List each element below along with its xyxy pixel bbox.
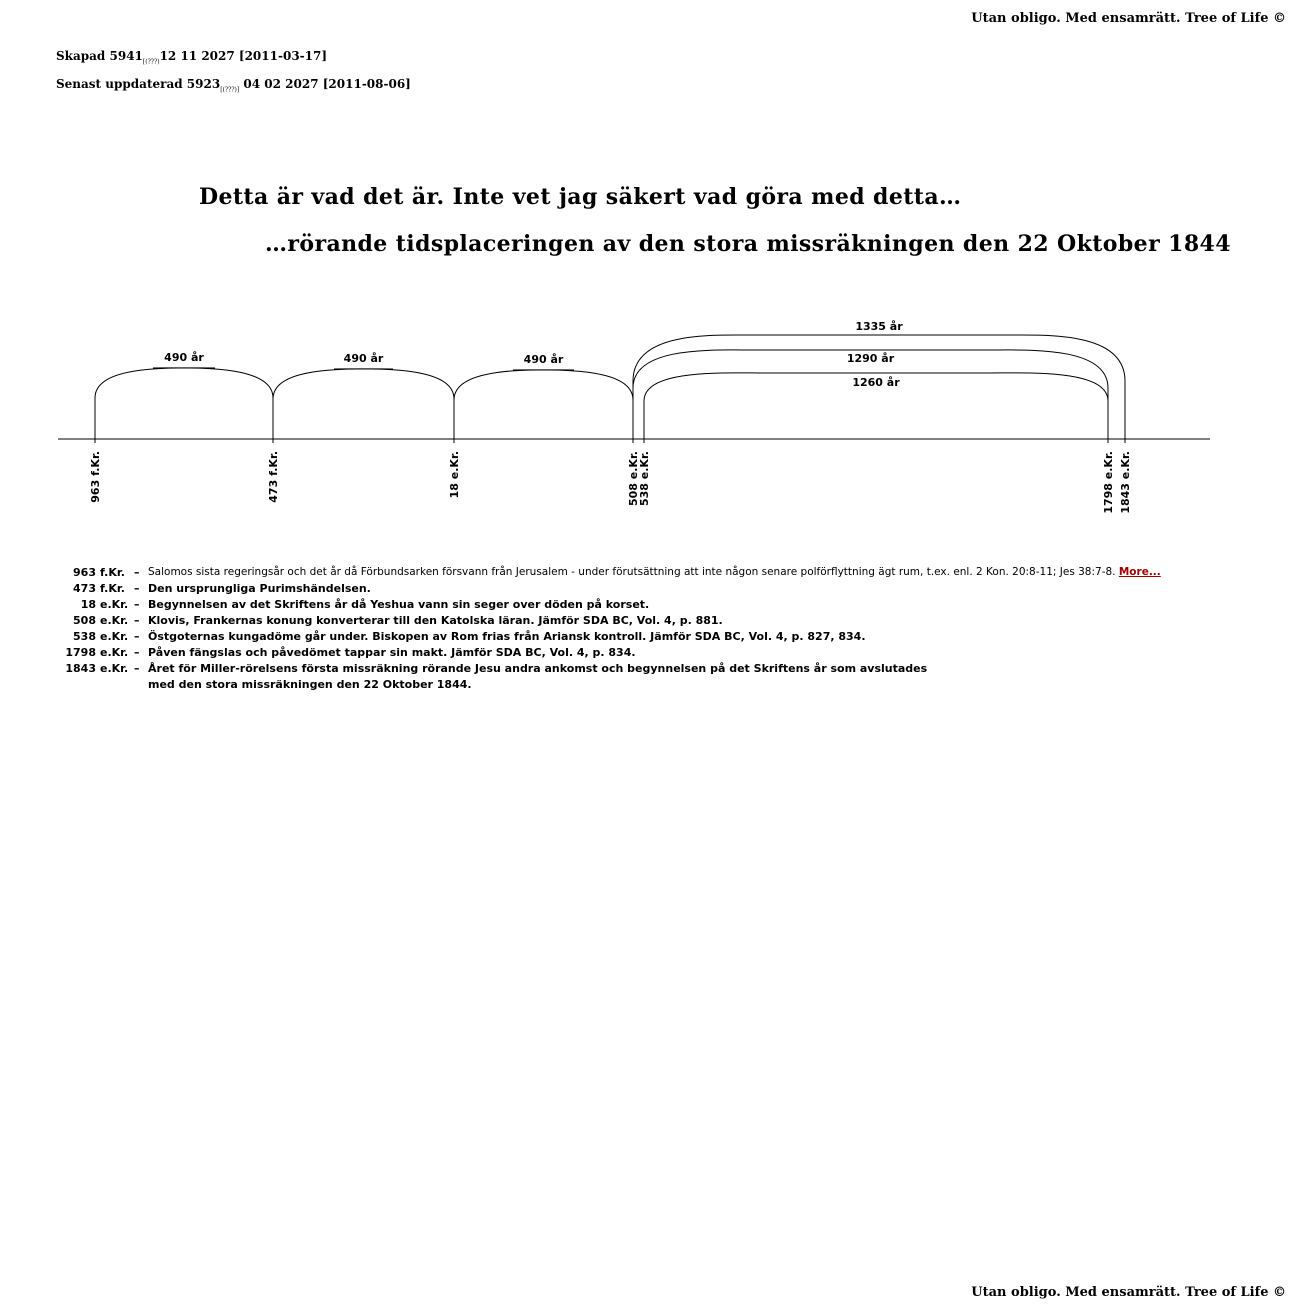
span-label: 490 år xyxy=(343,352,384,365)
marker-label: 963 f.Kr. xyxy=(89,451,102,503)
legend-description: Begynnelsen av det Skriftens år då Yeshua vann sin seger over döden på korset. xyxy=(148,598,650,611)
legend-era: f.Kr. xyxy=(100,582,125,595)
legend-row-continuation xyxy=(0,678,1306,694)
legend-era: e.Kr. xyxy=(100,614,129,627)
copyright-notice-bottom: Utan obligo. Med ensamrätt. Tree of Life © xyxy=(971,1285,1286,1300)
legend-year: 1798 xyxy=(65,646,96,659)
legend-era: e.Kr. xyxy=(100,646,129,659)
legend-description: Salomos sista regeringsår och det år då Förbundsarken försvann från Jerusalem - under förutsättning att inte någon senare polförflyttning ägt rum, t.ex. enl. 2 Kon. 20:8-11; Jes 38:7-8. More... xyxy=(148,566,1161,578)
marker-label: 538 e.Kr. xyxy=(638,451,651,506)
marker-label: 1843 e.Kr. xyxy=(1119,451,1132,514)
legend-description: med den stora missräkningen den 22 Oktober 1844. xyxy=(148,678,472,691)
legend-description: Östgoternas kungadöme går under. Biskopen av Rom frias från Ariansk kontroll. Jämför SDA BC, Vol. 4, p. 827, 834. xyxy=(148,630,866,643)
legend-era: e.Kr. xyxy=(100,630,129,643)
legend-year: 963 xyxy=(73,566,96,579)
legend-era: e.Kr. xyxy=(100,598,129,611)
span-label: 1260 år xyxy=(852,376,900,389)
legend-year: 538 xyxy=(73,630,96,643)
legend-year: 508 xyxy=(73,614,96,627)
span-label: 1290 år xyxy=(846,352,895,365)
span-label: 1335 år xyxy=(855,320,903,333)
legend-row xyxy=(0,662,1306,678)
span-arc xyxy=(273,369,454,439)
timeline-diagram xyxy=(0,0,1306,540)
legend-row xyxy=(0,630,1306,646)
legend-dash: – xyxy=(134,598,140,611)
span-label: 490 år xyxy=(523,353,564,366)
legend xyxy=(0,566,1306,694)
created-value: 12 11 2027 [2011-03-17] xyxy=(159,49,328,63)
created-subscript: [(???) xyxy=(142,58,160,66)
legend-year: 18 xyxy=(80,598,96,611)
span-arc xyxy=(454,370,633,439)
legend-dash: – xyxy=(134,582,140,595)
span-label: 490 år xyxy=(164,351,204,364)
legend-description: Klovis, Frankernas konung konverterar till den Katolska läran. Jämför SDA BC, Vol. 4, p. 881. xyxy=(148,614,723,627)
marker-label: 473 f.Kr. xyxy=(267,451,280,503)
updated-subscript: [(???)] xyxy=(220,86,240,94)
updated-value: 04 02 2027 [2011-08-06] xyxy=(243,77,411,91)
legend-row xyxy=(0,566,1306,582)
copyright-notice-top: Utan obligo. Med ensamrätt. Tree of Life © xyxy=(971,11,1286,26)
legend-description: Påven fängslas och påvedömet tappar sin makt. Jämför SDA BC, Vol. 4, p. 834. xyxy=(148,646,636,659)
legend-description: Den ursprungliga Purimshändelsen. xyxy=(148,582,371,595)
legend-dash: – xyxy=(134,630,140,643)
legend-row xyxy=(0,582,1306,598)
legend-year: 473 xyxy=(73,582,96,595)
more-link[interactable]: More... xyxy=(1118,566,1161,578)
span-arc xyxy=(95,368,273,439)
marker-label: 1798 e.Kr. xyxy=(1102,451,1115,514)
created-label: Skapad 5941 xyxy=(56,49,143,63)
legend-row xyxy=(0,598,1306,614)
legend-row xyxy=(0,614,1306,630)
updated-label: Senast uppdaterad 5923 xyxy=(56,77,221,91)
legend-row xyxy=(0,646,1306,662)
legend-era: f.Kr. xyxy=(100,566,125,579)
marker-label: 18 e.Kr. xyxy=(448,451,461,499)
legend-dash: – xyxy=(134,646,140,659)
legend-description: Året för Miller-rörelsens första missräkning rörande Jesu andra ankomst och begynnelsen på det Skriftens år som avslutades xyxy=(148,662,928,675)
legend-era: e.Kr. xyxy=(100,662,129,675)
legend-dash: – xyxy=(134,614,140,627)
legend-dash: – xyxy=(134,566,140,579)
page-title-line-1: Detta är vad det är. Inte vet jag säkert vad göra med detta… xyxy=(199,184,962,210)
marker-label: 508 e.Kr. xyxy=(627,451,640,506)
legend-year: 1843 xyxy=(65,662,96,675)
page-title-line-2: …rörande tidsplaceringen av den stora missräkningen den 22 Oktober 1844 xyxy=(265,231,1231,257)
legend-dash: – xyxy=(134,662,140,675)
